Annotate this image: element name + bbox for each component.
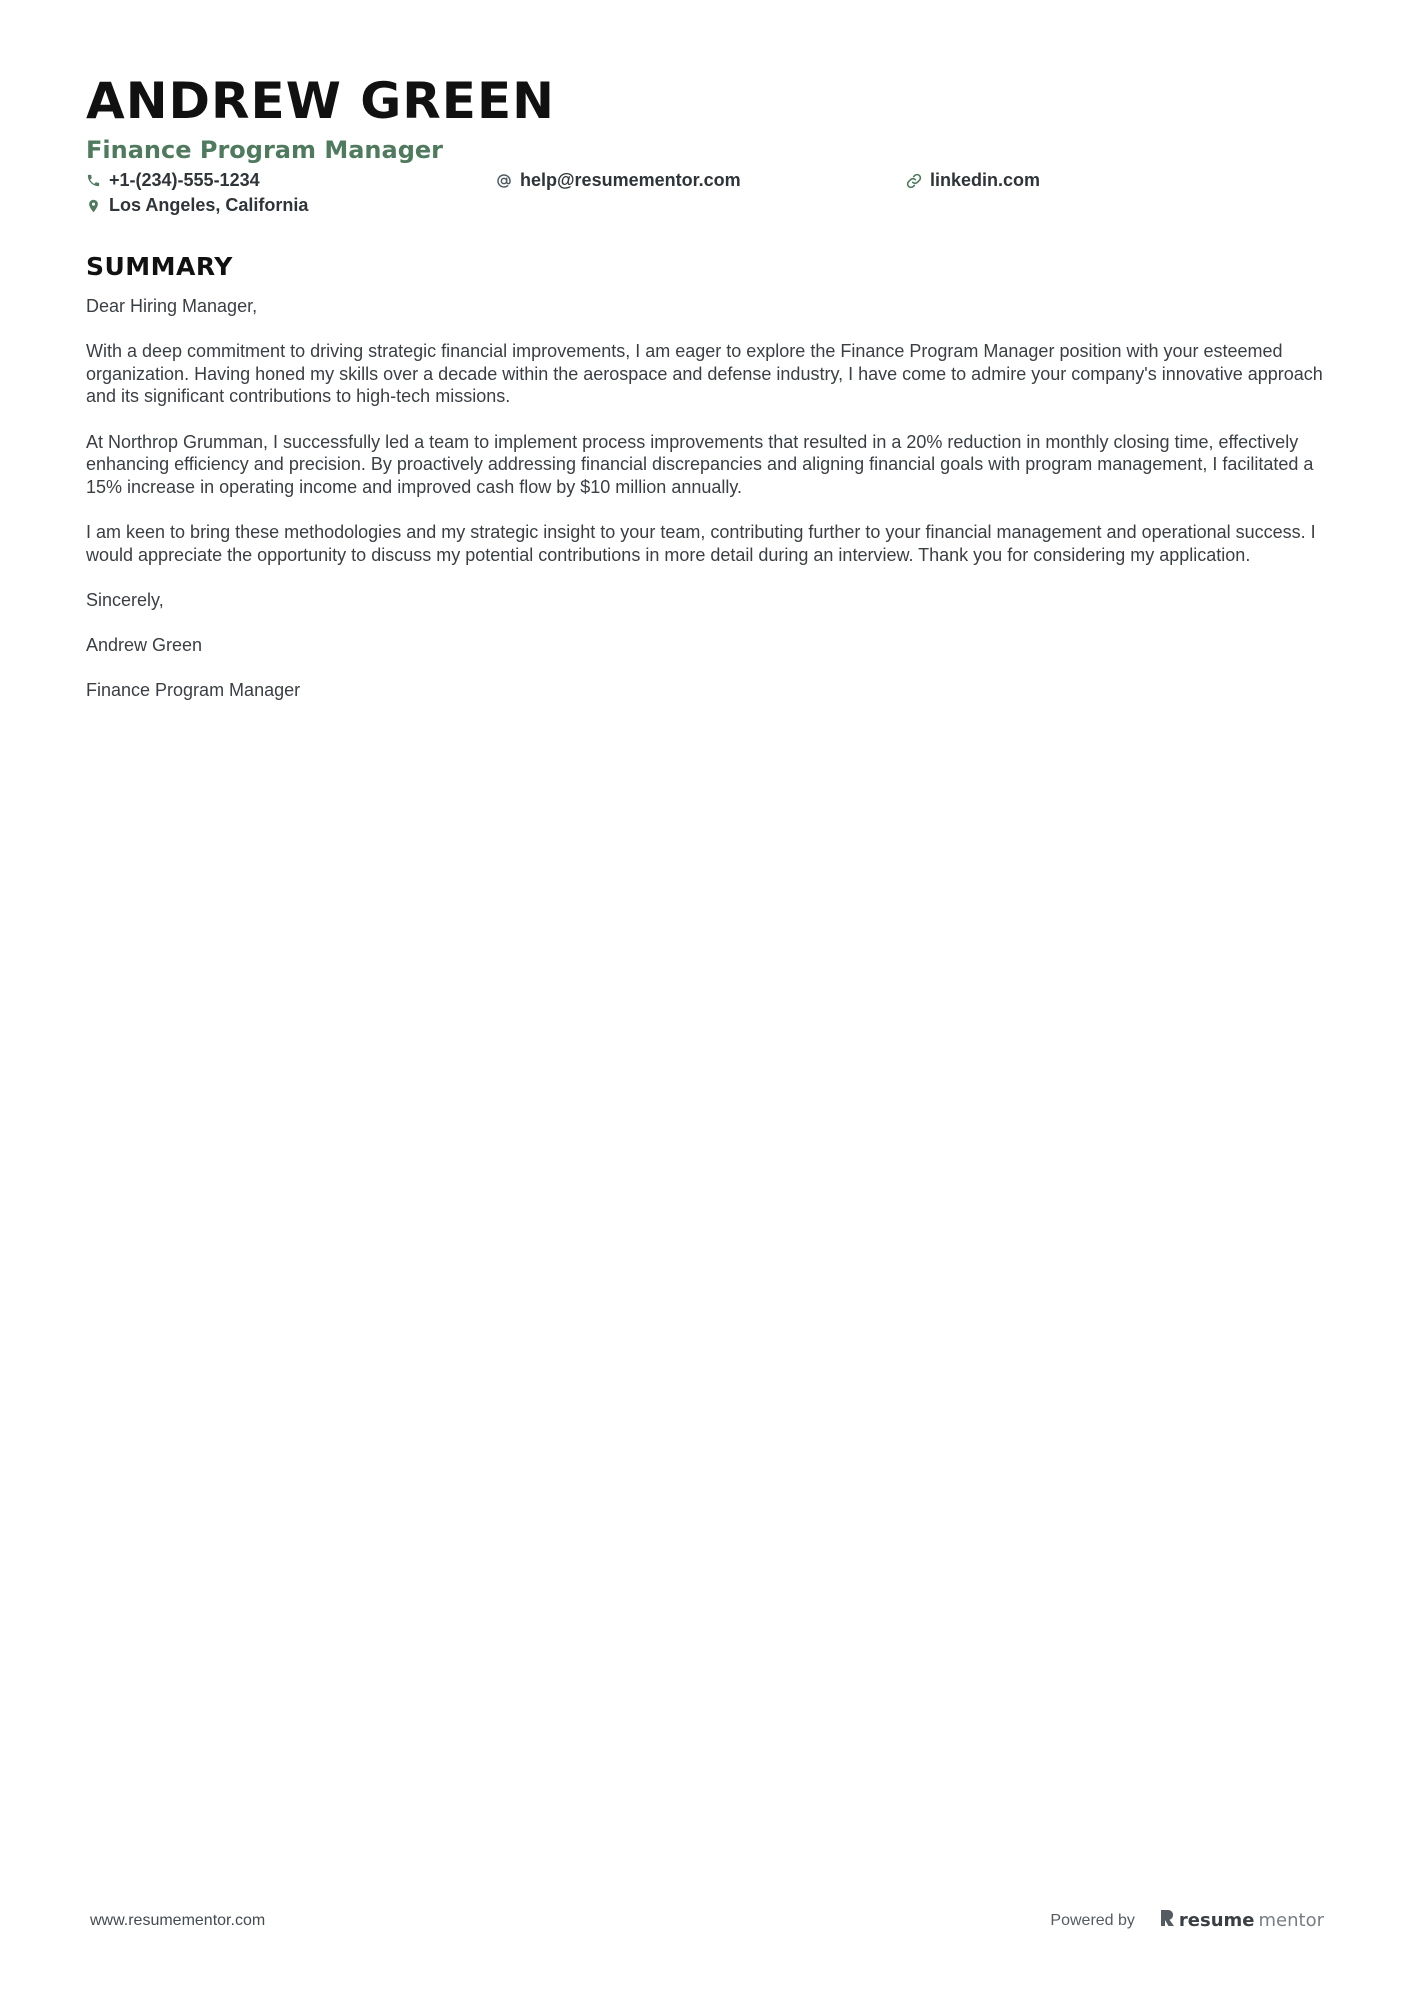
at-icon: [496, 173, 512, 189]
location-text: Los Angeles, California: [109, 195, 309, 215]
phone-icon: [86, 173, 101, 188]
letter-greeting: Dear Hiring Manager,: [86, 296, 258, 316]
linkedin-text: linkedin.com: [930, 170, 1041, 190]
footer-website[interactable]: www.resumementor.com: [90, 1912, 266, 1929]
contact-email[interactable]: [496, 170, 741, 191]
brand-light: mentor: [1258, 1910, 1324, 1931]
footer-powered-by: [1050, 1908, 1324, 1933]
brand-bold: resume: [1178, 1910, 1255, 1931]
brand-logo[interactable]: [1159, 1908, 1324, 1933]
link-icon: [906, 173, 922, 189]
contact-linkedin[interactable]: [906, 170, 1040, 191]
contact-phone[interactable]: [86, 170, 260, 191]
phone-text: +1-(234)-555-1234: [109, 170, 260, 190]
letter-paragraph: With a deep commitment to driving strategic financial improvements, I am eager to explore the Finance Program Manager position with your esteemed organization. Having honed my skills over a decade within the aerospace and defense industry, I have come to admire your company's innovative approach and its significant contributions to high-tech missions.: [86, 341, 1323, 407]
logo-mark-icon: [1159, 1908, 1175, 1933]
contact-location: [86, 195, 308, 216]
email-text: help@resumementor.com: [520, 170, 741, 190]
map-pin-icon: [86, 198, 101, 214]
powered-by-label: Powered by: [1050, 1911, 1135, 1929]
candidate-title: Finance Program Manager: [86, 136, 443, 164]
letter-paragraph: At Northrop Grumman, I successfully led a team to implement process improvements that resulted in a 20% reduction in monthly closing time, effectively enhancing efficiency and precision. By proactively addressing financial discrepancies and aligning financial goals with program management, I facilitated a 15% increase in operating income and improved cash flow by $10 million annually.: [86, 431, 1314, 497]
letter-closing: Sincerely,: [86, 589, 164, 610]
candidate-name: ANDREW GREEN: [86, 72, 555, 130]
cover-letter-page: [86, 70, 1326, 724]
signature-title: Finance Program Manager: [86, 680, 301, 701]
letter-paragraph: I am keen to bring these methodologies and my strategic insight to your team, contributing further to your financial management and operational success. I would appreciate the opportunity to discuss my potential contributions in more detail during an interview. Thank you for considering my application.: [86, 521, 1316, 565]
signature-name: Andrew Green: [86, 634, 203, 655]
summary-heading: SUMMARY: [86, 252, 233, 281]
letter-body: [86, 295, 1326, 702]
contact-info: [86, 170, 1326, 222]
